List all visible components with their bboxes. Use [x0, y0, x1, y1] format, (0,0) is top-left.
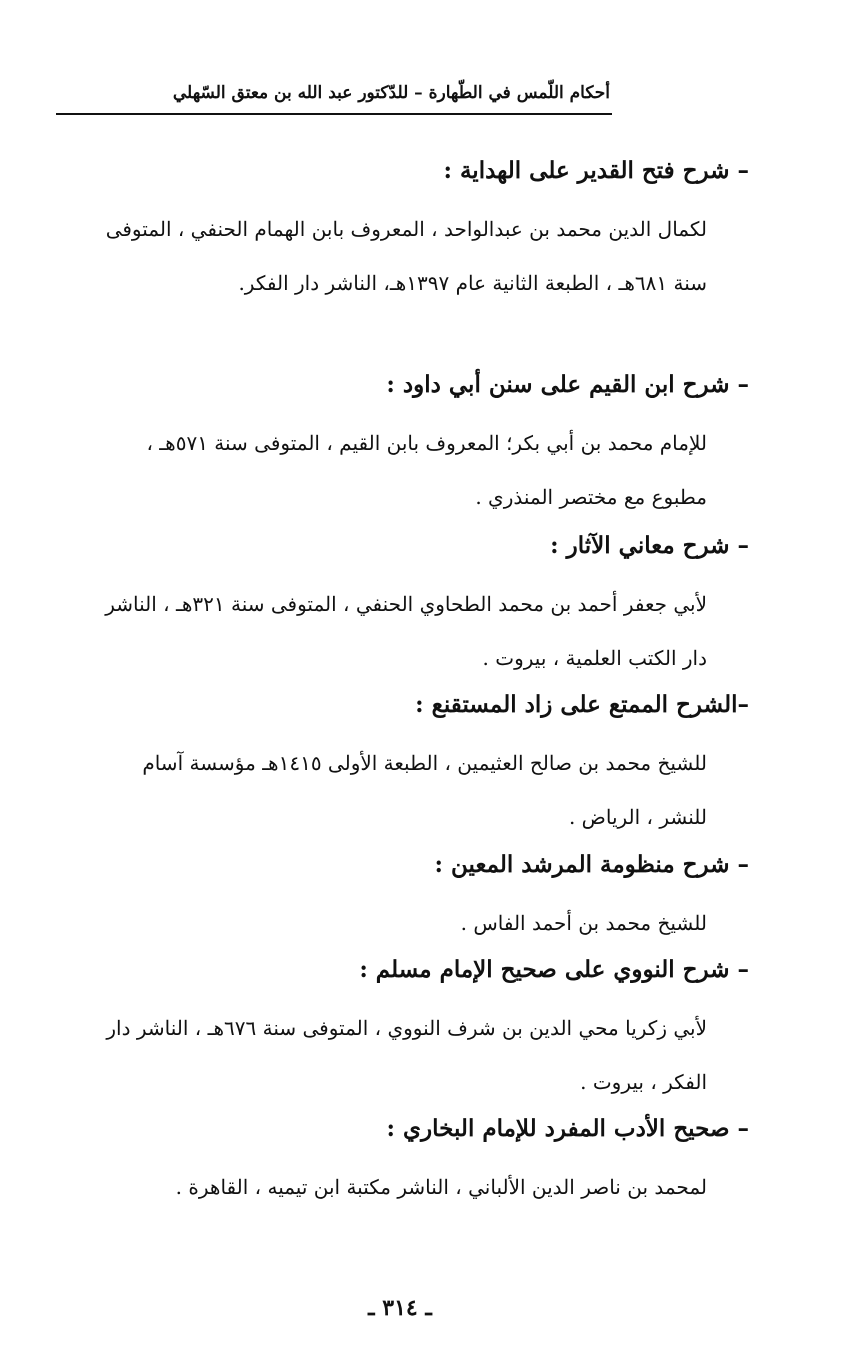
- entry-body: للإمام محمد بن أبي بكر؛ المعروف بابن القيم ، المتوفى سنة ٥٧١هـ ، مطبوع مع مختصر المنذري .: [146, 431, 707, 509]
- entry-title: – شرح منظومة المرشد المعين :: [434, 851, 749, 878]
- entry-body: لأبي زكريا محي الدين بن شرف النووي ، المتوفى سنة ٦٧٦هـ ، الناشر دار الفكر ، بيروت .: [106, 1016, 707, 1094]
- bibliography-entry: [99, 531, 749, 685]
- entry-title: – صحيح الأدب المفرد للإمام البخاري :: [386, 1115, 749, 1142]
- entry-body: للشيخ محمد بن صالح العثيمين ، الطبعة الأولى ١٤١٥هـ مؤسسة آسام للنشر ، الرياض .: [142, 751, 707, 829]
- entry-title: – شرح ابن القيم على سنن أبي داود :: [386, 371, 749, 398]
- running-header: أحكام اللّمس في الطّهارة – للدّكتور عبد الله بن معتق السّهلي: [172, 83, 610, 103]
- entry-body: لكمال الدين محمد بن عبدالواحد ، المعروف بابن الهمام الحنفي ، المتوفى سنة ٦٨١هـ ، الطبعة الثانية عام ١٣٩٧هـ، الناشر دار الفكر.: [105, 217, 707, 295]
- entry-body: للشيخ محمد بن أحمد الفاس .: [460, 911, 707, 935]
- bibliography-entry: [99, 690, 749, 844]
- bibliography-entry: [99, 955, 749, 1109]
- entry-title: – شرح النووي على صحيح الإمام مسلم :: [359, 956, 749, 983]
- bibliography-entry: [99, 370, 749, 524]
- entry-title: – شرح معاني الآثار :: [550, 532, 749, 559]
- entry-title: –الشرح الممتع على زاد المستقنع :: [415, 691, 749, 718]
- bibliography-entry: [99, 850, 749, 950]
- bibliography-entry: [99, 156, 749, 310]
- entry-title: – شرح فتح القدير على الهداية :: [443, 157, 749, 184]
- entry-body: لمحمد بن ناصر الدين الألباني ، الناشر مكتبة ابن تيميه ، القاهرة .: [175, 1175, 707, 1199]
- page-number: ـ ٣١٤ ـ: [368, 1295, 432, 1321]
- bibliography-entry: [99, 1114, 749, 1214]
- header-divider: [56, 113, 612, 115]
- entry-body: لأبي جعفر أحمد بن محمد الطحاوي الحنفي ، المتوفى سنة ٣٢١هـ ، الناشر دار الكتب العلمية ، بيروت .: [105, 592, 707, 670]
